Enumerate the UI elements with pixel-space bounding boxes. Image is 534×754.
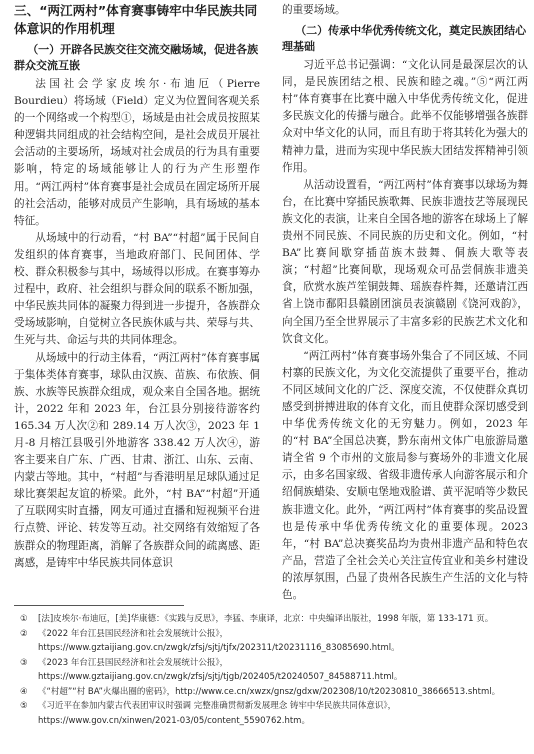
subsection-heading-1: （一）开辟各民族交往交流交融场域，促进各族群众交流互嵌 xyxy=(14,43,259,72)
footnote-divider xyxy=(14,605,184,606)
section-heading: 三、“两江两村”体育赛事铸牢中华民族共同体意识的作用机理 xyxy=(14,3,258,36)
footnote-text: 《2022 年台江县国民经济和社会发展统计公报》，https://www.gztaijiang.gov.cn/zwgk/zfsj/sjtj/tjfx/202311/t20231116_83085690.html。 xyxy=(38,628,400,653)
footnote xyxy=(20,656,520,685)
subsection-heading-2: （二）传承中华优秀传统文化，奠定民族团结心理基础 xyxy=(282,24,527,54)
footnote-text: [法]皮埃尔·布迪厄，[美]华康德：《实践与反思》，李猛、李康译，北京：中央编译出版社，1998 年版，第 133-171 页。 xyxy=(38,614,494,624)
footnote-text: 《2023 年台江县国民经济和社会发展统计公报》，https://www.gztaijiang.gov.cn/zwgk/zfsj/sjtj/tjgb/202405/t20240507_84588711.html。 xyxy=(38,657,403,682)
paragraph-cultural-exchange: “两江两村”体育赛事场外集合了不同区域、不同村寨的民族文化，为文化交流提供了重要平台，推动不同区域间文化的广泛、深度交流，不仅使群众真切感受到拼搏进取的体育文化，而且使群众深切感受到中华优秀传统文化的无穷魅力。例如，2023 年的“村 BA”全国总决赛，黔东南州文体广电旅游局邀请全省 9 个市州的文旅局参与赛场外的非遗文化展示，由多名国家级、省级非遗传承人向游客展示和介绍侗族蜡染、安顺屯堡地戏脸谱、黄平泥哨等少数民族非遗文化。此外，“两江两村”体育赛事的奖品设置也是传承中华优秀传统文化的重要体现。2023 年，“村 BA”总决赛奖品均为贵州非遗产品和特色农产品，营造了全社会关心关注宣传宜业和美乡村建设的浓厚氛围，凸显了贵州各民族生产生活的文化与特色。 xyxy=(282,349,528,601)
footnote xyxy=(20,612,520,627)
footnote xyxy=(20,685,520,700)
footnote-number: ① xyxy=(20,614,28,624)
footnote-text: 《“村超”“村 BA”火爆出圈的密码》，http://www.ce.cn/xwzx/gnsz/gdxw/202308/10/t20230810_38666513.shtml。 xyxy=(38,686,501,697)
paragraph-activity-setup: 从活动设置看，“两江两村”体育赛事以球场为舞台，在比赛中穿插民族歌舞、民族非遗技艺等展现民族文化的表演，让来自全国各地的游客在球场上了解贵州不同民族、不同民族的历史和文化。例如，“村 BA”比赛间歇穿插苗族木鼓舞、侗族大歌等表演；“村超”比赛间歇，现场观众可品尝侗族非遗美食，欣赏水族芦笙铜鼓舞、瑶族春杵舞，还邀请江西省上饶市鄱阳县赣剧团演员表演赣剧《饶河戏韵》，向全国乃至全世界展示了丰富多彩的民族艺术文化和饮食文化。 xyxy=(282,178,528,345)
paragraph-field-actors: 从场域中的行动主体看，“两江两村”体育赛事属于集体类体育赛事，球队由汉族、苗族、布依族、侗族、水族等民族群众组成，观众来自全国各地。据统计，2022 年和 2023 年，台江县分别接待游客约165.34 万人次②和 289.14 万人次③，2023 年 1 月-8 月榕江县吸引外地游客 338.42 万人次④，游客主要来自广东、广西、甘肃、浙江、山东、云南、内蒙古等地。其中，“村超”与香港明星足球队通过足球比赛架起友谊的桥梁。此外，“村 BA”“村超”开通了互联网实时直播，网友可通过直播和短视频平台进行点赞、评论、转发等互动。社交网络有效缩短了各族群众的物理距离，消解了各族群众间的疏离感、距离感，是铸牢中华民族共同体意识 xyxy=(14,351,260,569)
footnotes xyxy=(20,612,520,728)
paragraph-continuation: 的重要场域。 xyxy=(282,4,346,16)
footnote-number: ④ xyxy=(20,686,28,697)
right-column xyxy=(282,2,528,604)
footnote-number: ⑤ xyxy=(20,701,28,711)
footnote xyxy=(20,627,520,656)
footnote-text: 《习近平在参加内蒙古代表团审议时强调 完整准确贯彻新发展理念 铸牢中华民族共同体意识》，https://www.gov.cn/xinwen/2021-03/05/content_5590762.htm。 xyxy=(38,701,397,726)
paragraph-cultural-identity: 习近平总书记强调：“文化认同是最深层次的认同，是民族团结之根、民族和睦之魂。”⑤“两江两村”体育赛事在比赛中融入中华优秀传统文化，促进多民族文化的传播与融合。此举不仅能够增强各族群众对中华文化的认同，而且有助于将其转化为强大的精神力量，进而为实现中华民族大团结发挥精神引领作用。 xyxy=(282,59,528,174)
left-column xyxy=(14,2,260,572)
footnote-number: ③ xyxy=(20,657,28,668)
paragraph-field-definition: 法国社会学家皮埃尔·布迪厄（Pierre Bourdieu）将场域（Field）定义为位置间客观关系的一个网络或一个构型①，场域是由社会成员按照某种逻辑共同组成的社会结构空间，是社会成员开展社会活动的主要场所，场域对社会成员的行为具有重要影响，特定的场域能够让人的行为产生形塑作用。“两江两村”体育赛事是社会成员在固定场所开展的社会活动，能够对成员产生影响，具有场域的基本特征。 xyxy=(14,78,260,227)
paragraph-field-actions: 从场域中的行动看，“村 BA”“村超”属于民间自发组织的体育赛事，当地政府部门、民间团体、学校、群众积极参与其中，场域得以形成。在赛事筹办过程中，政府、社会组织与群众间的联系不断加强，中华民族共同体的凝聚力得到进一步提升，各族群众受场域影响，自觉树立各民族休戚与共、荣辱与共、生死与共、命运与共的共同体理念。 xyxy=(14,231,260,347)
footnote-number: ② xyxy=(20,628,28,639)
footnote xyxy=(20,699,520,728)
